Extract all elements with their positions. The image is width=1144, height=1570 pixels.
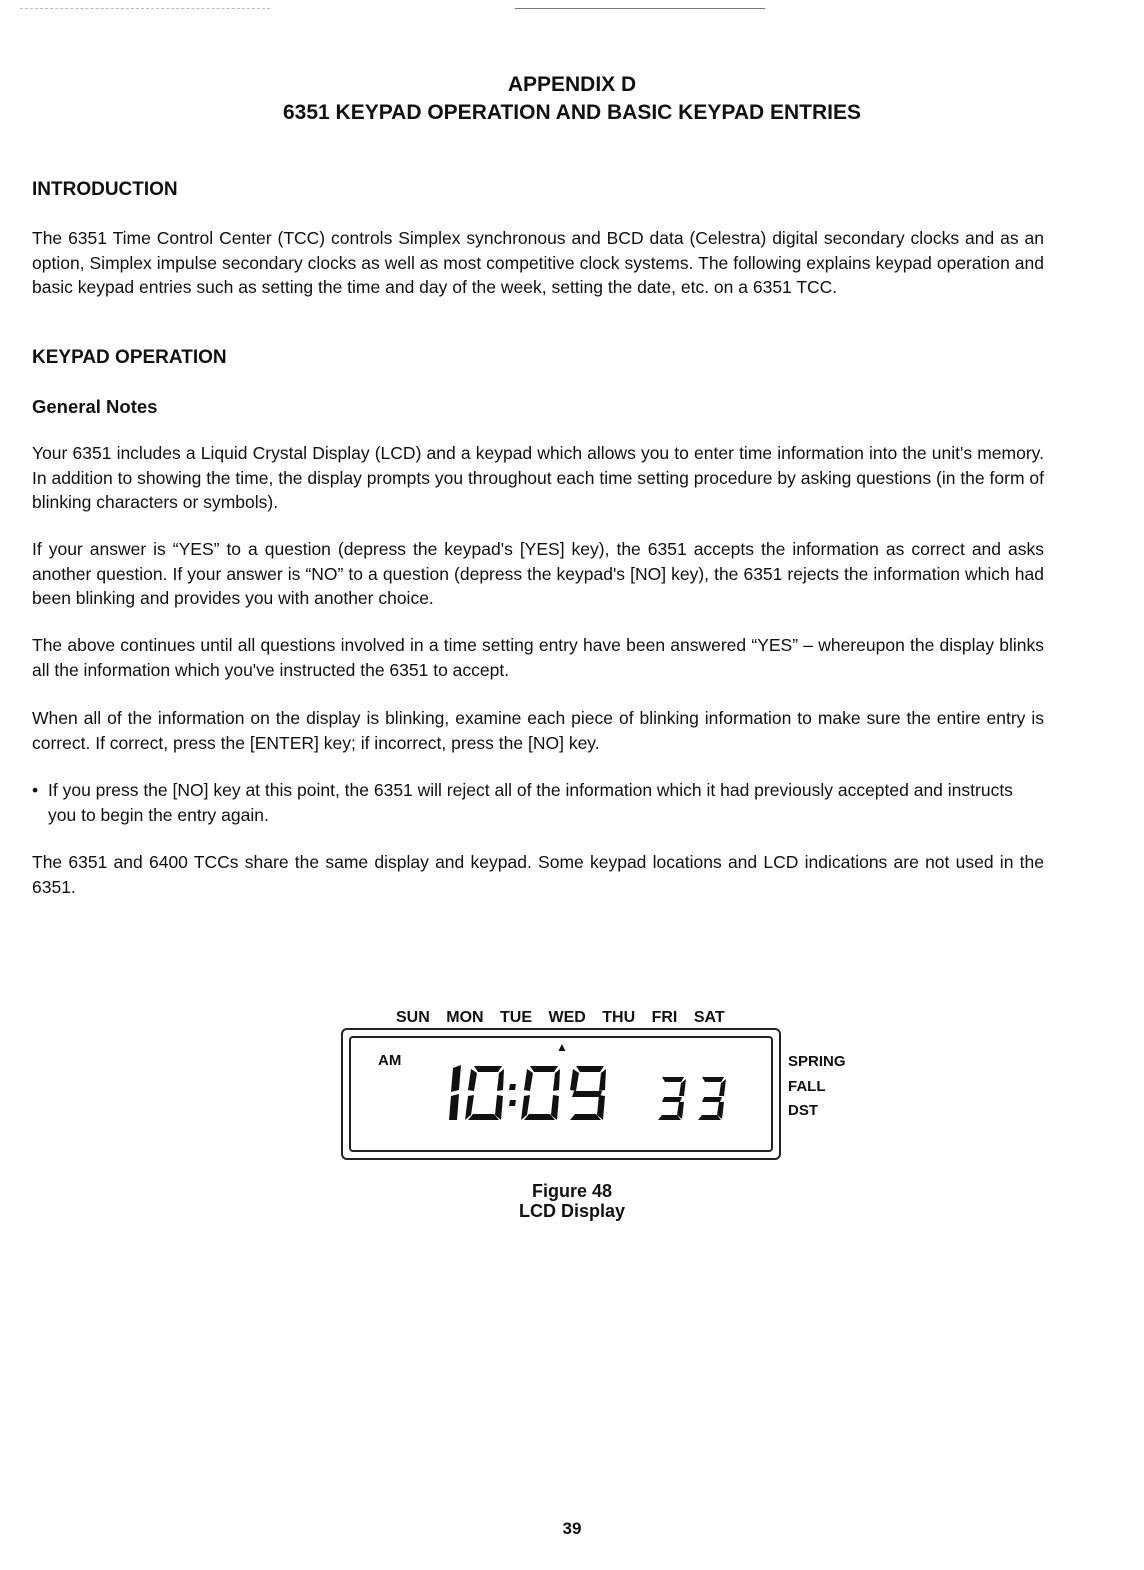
day-label: TUE: [500, 1009, 533, 1026]
fall-indicator: FALL: [788, 1078, 826, 1095]
day-label: SAT: [693, 1009, 725, 1026]
day-label: MON: [446, 1009, 484, 1026]
figure-caption-title: LCD Display: [518, 1201, 626, 1221]
spring-indicator: SPRING: [788, 1053, 846, 1070]
figure-caption-number: Figure 48: [531, 1181, 613, 1201]
day-label: THU: [602, 1009, 636, 1026]
scan-artifact-line: [515, 8, 765, 9]
bullet-icon: •: [32, 780, 39, 800]
introduction-paragraph: The 6351 Time Control Center (TCC) controls Simplex synchronous and BCD data (Celestra) digital secondary clocks and as an option, Simplex impulse secondary clocks as well as most competitive clock systems. The following explains keypad operation and basic keypad entries such as setting the time and day of the week, setting the date, etc. on a 6351 TCC.: [32, 228, 1044, 297]
paragraph-continues: The above continues until all questions involved in a time setting entry have been answered “YES” – whereupon the display blinks all the information which you've instructed the 6351 to accept.: [32, 635, 1044, 680]
bullet-item: [32, 778, 1044, 827]
bullet-text: If you press the [NO] key at this point, the 6351 will reject all of the information which it had previously accepted and instructs you to begin the entry again.: [48, 780, 1013, 825]
paragraph-blinking: When all of the information on the display is blinking, examine each piece of blinking information to make sure the entire entry is correct. If correct, press the [ENTER] key; if incorrect, press the [NO] key.: [32, 708, 1044, 753]
subheading-general-notes: General Notes: [32, 396, 158, 417]
paragraph-shared-display: The 6351 and 6400 TCCs share the same display and keypad. Some keypad locations and LCD indications are not used in the 6351.: [32, 852, 1044, 897]
section-heading-introduction: INTRODUCTION: [32, 179, 178, 200]
am-indicator: AM: [378, 1052, 402, 1069]
paragraph-lcd-keypad: Your 6351 includes a Liquid Crystal Display (LCD) and a keypad which allows you to enter time information into the unit's memory. In addition to showing the time, the display prompts you throughout each time setting procedure by asking questions (in the form of blinking characters or symbols).: [32, 443, 1044, 512]
appendix-subtitle: 6351 KEYPAD OPERATION AND BASIC KEYPAD ENTRIES: [283, 101, 861, 124]
day-label: WED: [548, 1009, 586, 1026]
day-label: FRI: [651, 1009, 678, 1026]
day-of-week-labels: [396, 1009, 737, 1027]
day-label: SUN: [396, 1009, 430, 1026]
section-heading-keypad-operation: KEYPAD OPERATION: [32, 347, 227, 368]
dst-indicator: DST: [788, 1102, 818, 1119]
page-number: 39: [562, 1519, 582, 1538]
scan-artifact-line: [20, 8, 270, 9]
appendix-title: APPENDIX D: [507, 73, 637, 96]
lcd-time-digits: [440, 1060, 740, 1126]
day-marker-triangle-icon: ▲: [556, 1040, 568, 1054]
paragraph-yes-no: If your answer is “YES” to a question (depress the keypad's [YES] key), the 6351 accepts the information as correct and asks another question. If your answer is “NO” to a question (depress the keypad's [NO] key), the 6351 rejects the information which had been blinking and provides you with another choice.: [32, 539, 1044, 608]
